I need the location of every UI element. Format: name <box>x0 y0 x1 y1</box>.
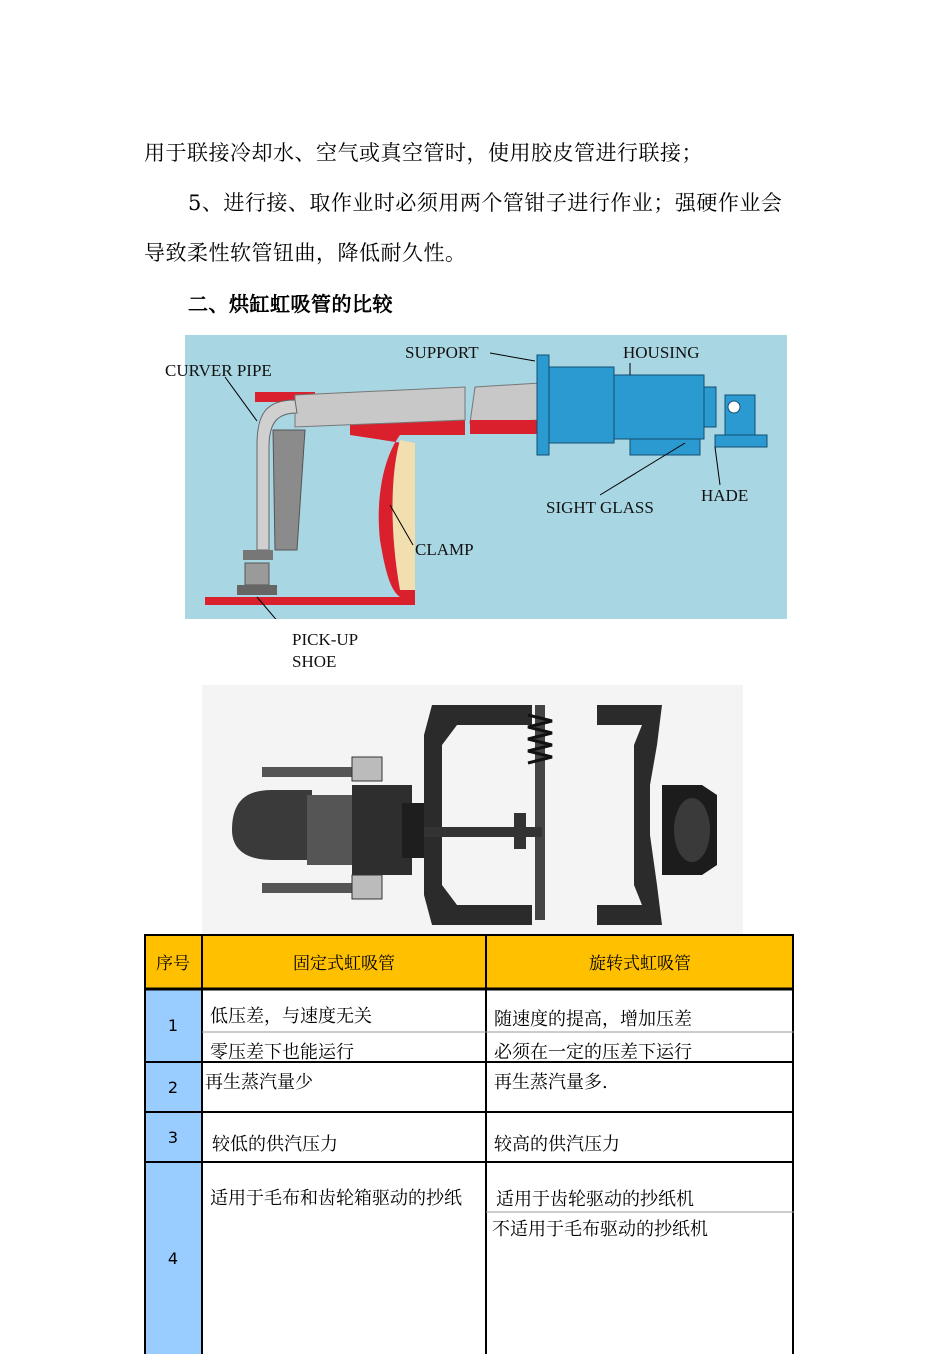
siphon-diagram-image <box>185 335 787 619</box>
label-housing: HOUSING <box>623 343 700 362</box>
table-row-index: 3 <box>144 1112 202 1162</box>
label-curver-pipe: CURVER PIPE <box>165 361 272 380</box>
table-row-index: 4 <box>144 1162 202 1354</box>
table-cell: 不适用于毛布驱动的抄纸机 <box>492 1219 708 1240</box>
table-row-index: 1 <box>144 989 202 1062</box>
section-heading: 二、烘缸虹吸管的比较 <box>188 292 393 316</box>
table-cell: 再生蒸汽量少 <box>205 1072 313 1093</box>
rotary-siphon-figure <box>202 685 743 935</box>
table-header-rotary: 旋转式虹吸管 <box>486 934 794 989</box>
table-cell: 较高的供汽压力 <box>494 1134 620 1155</box>
table-header-fixed: 固定式虹吸管 <box>202 934 486 989</box>
table-row-index: 2 <box>144 1062 202 1112</box>
label-hade: HADE <box>701 486 749 505</box>
table-cell: 必须在一定的压差下运行 <box>494 1042 692 1063</box>
label-clamp: CLAMP <box>415 540 474 559</box>
paragraph-line-3: 导致柔性软管钮曲，降低耐久性。 <box>144 241 467 265</box>
table-cell: 较低的供汽压力 <box>212 1134 338 1155</box>
paragraph-line-1: 用于联接冷却水、空气或真空管时，使用胶皮管进行联接； <box>144 141 703 165</box>
table-cell: 适用于齿轮驱动的抄纸机 <box>496 1189 694 1210</box>
label-support: SUPPORT <box>405 343 479 362</box>
table-cell: 随速度的提高，增加压差 <box>494 1009 692 1030</box>
table-header-index: 序号 <box>144 934 202 989</box>
label-pickup-line2: SHOE <box>292 652 337 671</box>
siphon-diagram-figure <box>185 335 787 619</box>
paragraph-line-2: 5、进行接、取作业时必须用两个管钳子进行作业；强硬作业会 <box>188 191 783 215</box>
comparison-table <box>144 934 794 1354</box>
label-sight-glass: SIGHT GLASS <box>546 498 654 517</box>
table-cell: 零压差下也能运行 <box>210 1042 354 1063</box>
table-cell: 适用于毛布和齿轮箱驱动的抄纸 <box>210 1188 462 1209</box>
label-pickup-line1: PICK-UP <box>292 630 359 649</box>
table-cell: 再生蒸汽量多. <box>494 1072 608 1093</box>
table-cell: 低压差，与速度无关 <box>210 1006 372 1027</box>
rotary-siphon-drawing <box>202 685 743 935</box>
